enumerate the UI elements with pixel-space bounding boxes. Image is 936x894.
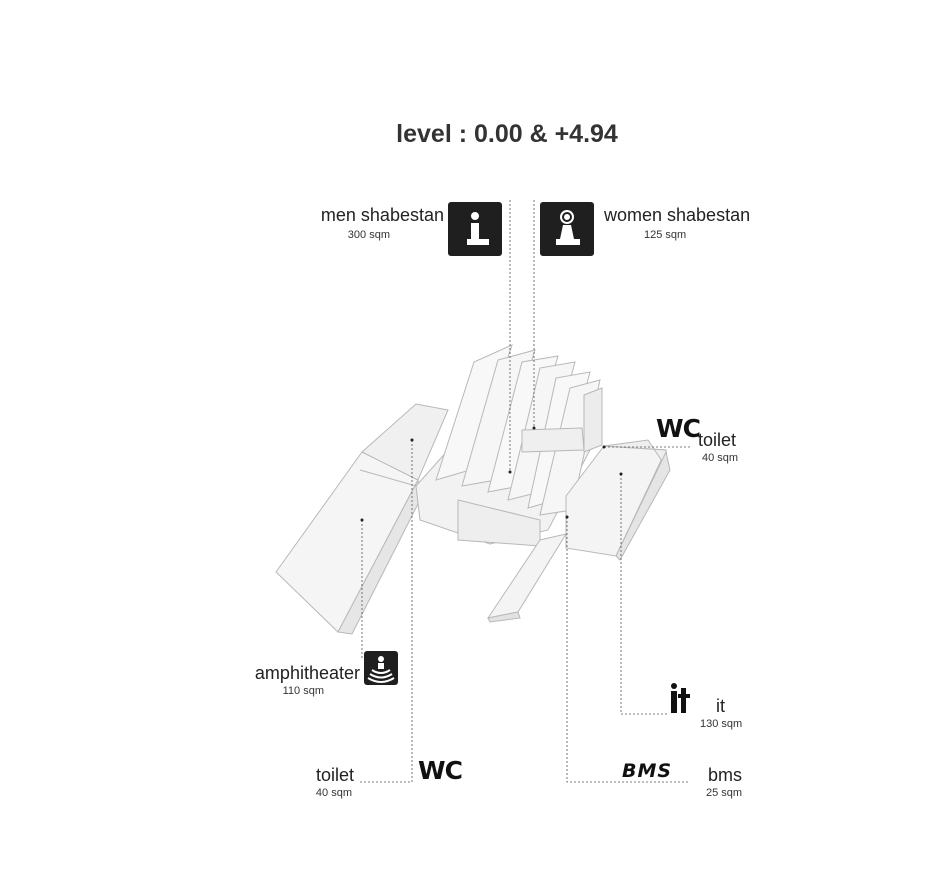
bms-icon: BMS xyxy=(622,760,673,782)
wc-icon: WC xyxy=(418,756,462,785)
amphitheater-area: 110 sqm xyxy=(282,685,324,697)
toilet-west-label: toilet xyxy=(315,765,354,785)
men-shabestan-area: 300 sqm xyxy=(347,229,390,241)
wc-icon: WC xyxy=(656,414,700,443)
amphitheater-label: amphitheater xyxy=(254,663,360,683)
toilet-west-area: 40 sqm xyxy=(315,787,352,799)
woman-praying-icon xyxy=(540,202,594,256)
leader-bms xyxy=(567,517,690,782)
bms-volume xyxy=(488,534,566,618)
it-label: it xyxy=(716,696,725,716)
women-shabestan-label: women shabestan xyxy=(604,205,751,225)
page-title: level : 0.00 & +4.94 xyxy=(396,120,618,148)
women-shabestan-area: 125 sqm xyxy=(644,229,687,241)
it-icon xyxy=(668,682,692,714)
toilet-east-area: 40 sqm xyxy=(702,452,739,464)
bms-label: bms xyxy=(708,765,743,785)
amphitheater-icon xyxy=(364,651,398,685)
bms-area: 25 sqm xyxy=(706,787,743,799)
man-praying-icon xyxy=(448,202,502,256)
toilet-east-label: toilet xyxy=(698,430,737,450)
men-shabestan-label: men shabestan xyxy=(320,205,444,225)
it-area: 130 sqm xyxy=(700,718,743,730)
